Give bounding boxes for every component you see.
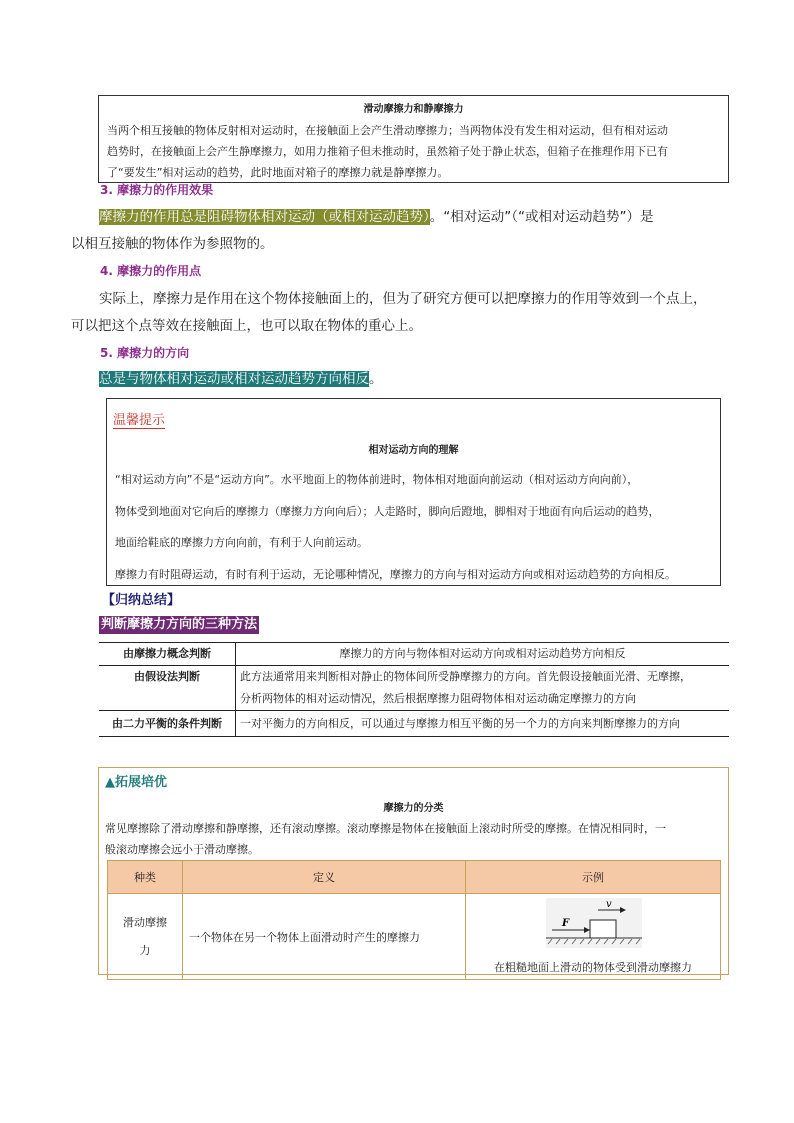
table-row — [99, 643, 729, 666]
section-heading-5: 5. 摩擦力的方向 — [100, 346, 190, 360]
table-row — [108, 894, 721, 980]
tip-line: 摩擦力有时阻碍运动，有时有利于运动，无论哪种情况，摩擦力的方向与相对运动方向或相对运动趋势的方向相反。 — [115, 568, 676, 581]
friction-types-table — [107, 860, 721, 980]
type-cell — [108, 894, 183, 980]
paragraph-text: 。“相对运动”（“或相对运动趋势”）是 — [429, 209, 654, 225]
tip-line: “相对运动方向”不是“运动方向”。水平地面上的物体前进时，物体相对地面向前运动（相对运动方向向前）， — [115, 473, 639, 486]
type-text: 滑动摩擦 — [123, 915, 167, 929]
extension-title: 摩擦力的分类 — [383, 803, 444, 814]
box-line: 了“要发生”相对运动的趋势，此时地面对箱子的摩擦力就是静摩擦力。 — [107, 166, 449, 179]
tip-line: 地面给鞋底的摩擦力方向向前，有利于人向前运动。 — [115, 536, 368, 549]
extension-label: ▲拓展培优 — [105, 775, 167, 790]
section4-paragraph-line2: 可以把这个点等效在接触面上，也可以取在物体的重心上。 — [71, 318, 422, 334]
methods-table — [99, 642, 729, 737]
header-type: 种类 — [108, 861, 183, 894]
table-row — [99, 711, 729, 737]
block-shape — [590, 920, 616, 938]
section-heading-3: 3. 摩擦力的作用效果 — [100, 183, 214, 197]
tip-title: 相对运动方向的理解 — [368, 445, 459, 456]
section3-paragraph-line2: 以相互接触的物体作为参照物的。 — [71, 236, 274, 252]
header-definition: 定义 — [183, 861, 466, 894]
type-text: 力 — [139, 943, 151, 957]
section3-paragraph-line1 — [99, 204, 653, 230]
section5-paragraph — [99, 366, 383, 392]
tip-label: 温馨提示 — [113, 409, 165, 429]
box-line: 趋势时，在接触面上会产生静摩擦力，如用力推箱子但未推动时，虽然箱子处于静止状态，但箱子在推理作用下已有 — [107, 145, 668, 158]
warm-tip-box — [106, 398, 721, 586]
desc-cell — [236, 666, 730, 711]
example-cell — [466, 894, 721, 980]
header-example: 示例 — [466, 861, 721, 894]
example-caption: 在粗糙地面上滑动的物体受到滑动摩擦力 — [494, 961, 692, 974]
paragraph-text: 。 — [369, 371, 383, 387]
box-line: 当两个相互接触的物体反射相对运动时，在接触面上会产生滑动摩擦力；当两物体没有发生相对运动，但有相对运动 — [107, 124, 668, 137]
desc-line: 分析两物体的相对运动情况，然后根据摩擦力阻碍物体相对运动确定摩擦力的方向 — [240, 692, 636, 705]
section-heading-4: 4. 摩擦力的作用点 — [100, 264, 202, 278]
table-header-row — [108, 861, 721, 894]
sliding-static-friction-box — [98, 95, 729, 183]
extension-line: 常见摩擦除了滑动摩擦和静摩擦，还有滚动摩擦。滚动摩擦是物体在接触面上滚动时所受的摩擦。在情况相同时，一 — [105, 822, 666, 835]
velocity-label: v — [606, 899, 612, 910]
desc-cell: 摩擦力的方向与物体相对运动方向或相对运动趋势方向相反 — [339, 647, 626, 660]
section4-paragraph-line1: 实际上，摩擦力是作用在这个物体接触面上的，但为了研究方便可以把摩擦力的作用等效到一个点上， — [99, 291, 707, 307]
table-row — [99, 666, 729, 711]
summary-bar: 判断摩擦力方向的三种方法 — [101, 617, 258, 632]
highlighted-text: 总是与物体相对运动或相对运动趋势方向相反 — [99, 371, 369, 387]
force-label: F — [562, 918, 570, 929]
highlighted-text: 摩擦力的作用总是阻碍物体相对运动（或相对运动趋势） — [99, 209, 430, 225]
extension-box — [98, 767, 729, 975]
method-cell: 由假设法判断 — [99, 666, 236, 711]
tip-line: 物体受到地面对它向后的摩擦力（摩擦力方向向后）；人走路时，脚向后蹬地，脚相对于地面有向后运动的趋势， — [115, 505, 660, 518]
summary-label: 【归纳总结】 — [102, 593, 181, 608]
box-title: 滑动摩擦力和静摩擦力 — [363, 104, 464, 115]
desc-cell: 一对平衡力的方向相反，可以通过与摩擦力相互平衡的另一个力的方向来判断摩擦力的方向 — [240, 717, 680, 730]
sliding-block-diagram — [538, 896, 648, 950]
method-cell: 由二力平衡的条件判断 — [99, 711, 236, 737]
method-cell: 由摩擦力概念判断 — [99, 643, 236, 666]
extension-line: 般滚动摩擦会远小于滑动摩擦。 — [105, 843, 259, 856]
definition-cell: 一个物体在另一个物体上面滑动时产生的摩擦力 — [183, 894, 466, 980]
desc-line: 此方法通常用来判断相对静止的物体间所受静摩擦力的方向。首先假设接触面光滑、无摩擦， — [240, 670, 691, 683]
